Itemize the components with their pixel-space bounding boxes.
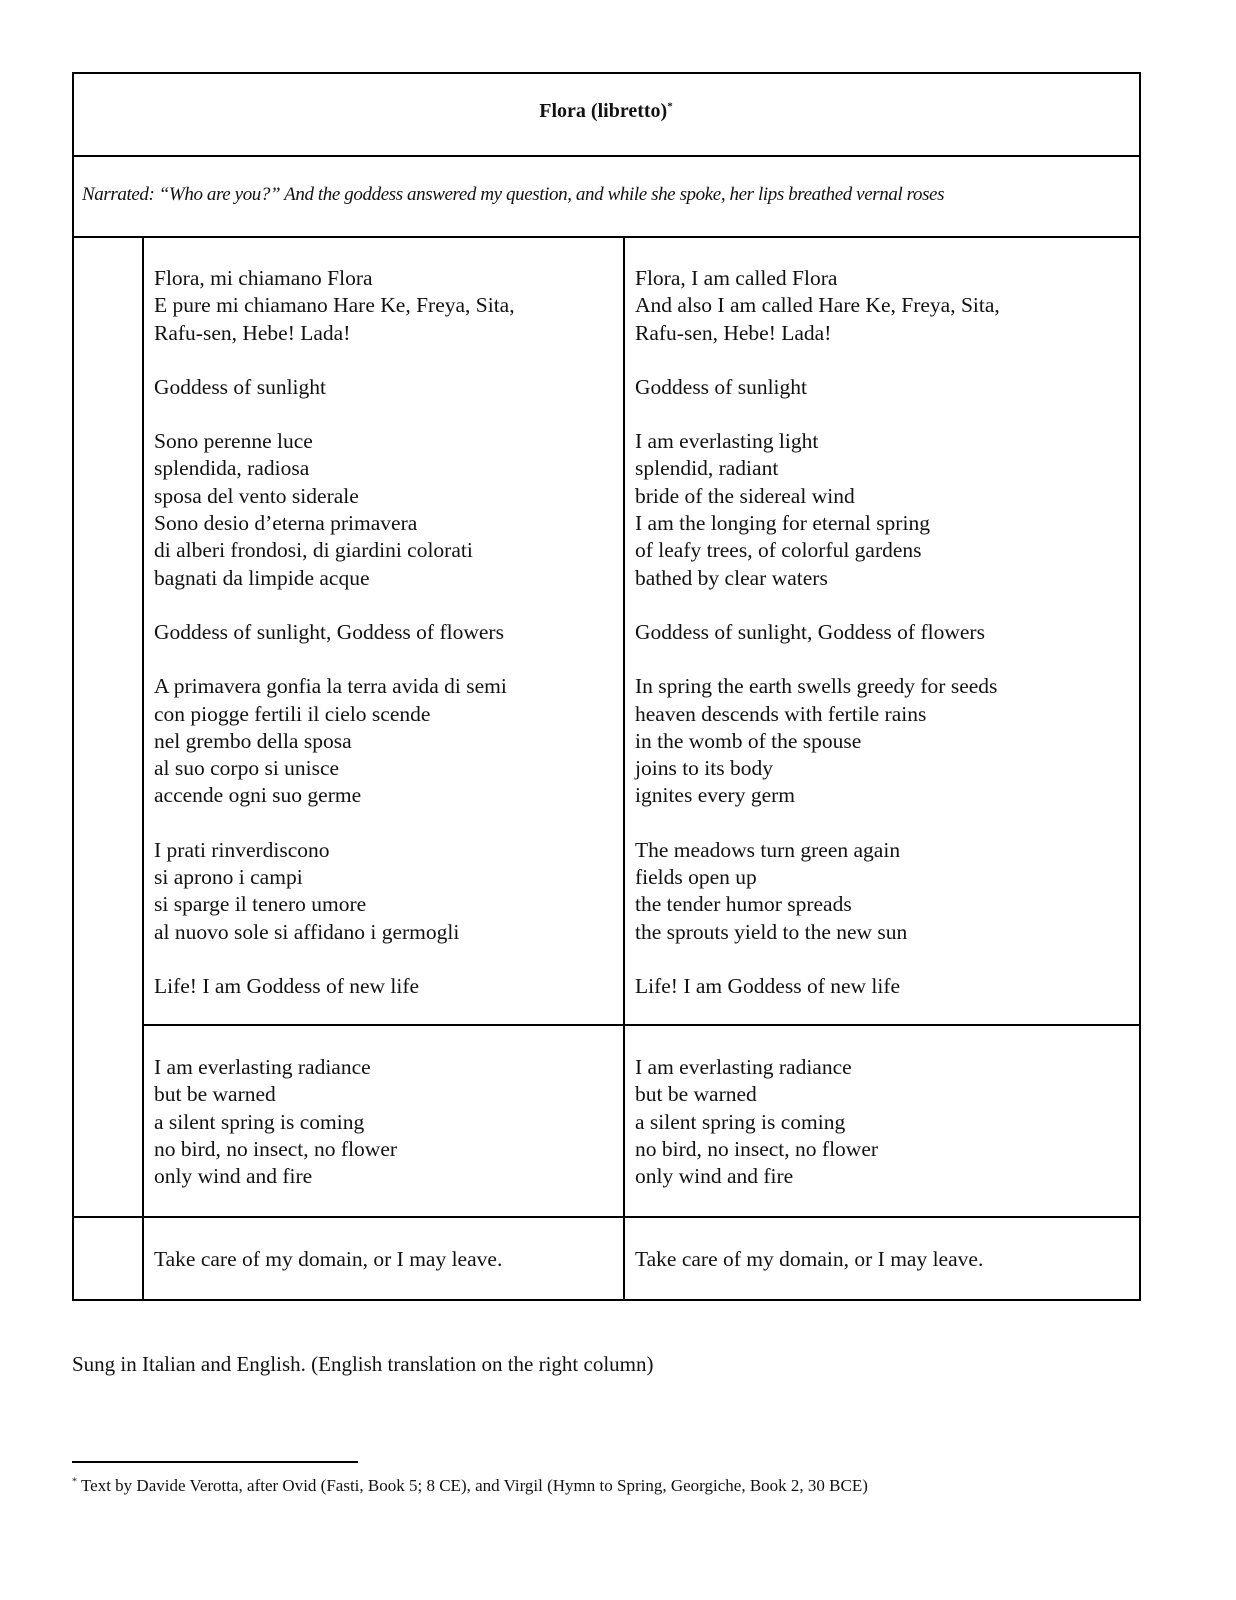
verse-line: Rafu-sen, Hebe! Lada! [154, 320, 351, 345]
stanza [635, 374, 1000, 401]
verse-line: I am everlasting light [635, 429, 819, 454]
footnote-text: Text by Davide Verotta, after Ovid (Fasti, Book 5; 8 CE), and Virgil (Hymn to Spring, Georgiche, Book 2, 30 BCE) [80, 1476, 868, 1495]
stanza [635, 837, 1000, 946]
verse-line: a silent spring is coming [154, 1109, 365, 1134]
stanza [154, 673, 515, 809]
row-divider [72, 155, 1141, 157]
verse-line: And also I am called Hare Ke, Freya, Sita, [635, 293, 1000, 318]
verse-line: sposa del vento siderale [154, 483, 359, 508]
verse-line: but be warned [154, 1082, 276, 1107]
english-closing-line: Take care of my domain, or I may leave. [635, 1247, 984, 1271]
verse-line: heaven descends with fertile rains [635, 701, 927, 726]
verse-line: only wind and fire [635, 1164, 794, 1189]
verse-line: the tender humor spreads [635, 892, 852, 917]
narrated-line: Narrated: “Who are you?” And the goddess answered my question, and while she spoke, her lips breathed vernal roses [82, 184, 945, 205]
italian-column [154, 265, 515, 1027]
verse-line: bathed by clear waters [635, 565, 828, 590]
verse-line: bagnati da limpide acque [154, 565, 370, 590]
verse-line: al suo corpo si unisce [154, 756, 340, 781]
stanza [154, 837, 515, 946]
table-border-top [72, 72, 1141, 74]
stanza [154, 973, 515, 1000]
verse-line: splendida, radiosa [154, 456, 310, 481]
english-column-warning [635, 1054, 878, 1217]
language-note: Sung in Italian and English. (English translation on the right column) [72, 1352, 654, 1376]
verse-line: Goddess of sunlight, Goddess of flowers [635, 619, 985, 644]
stanza [635, 1054, 878, 1190]
libretto-title [72, 100, 1140, 123]
title-text: Flora (libretto) [539, 100, 668, 122]
verse-line: only wind and fire [154, 1164, 313, 1189]
stanza [635, 265, 1000, 347]
verse-line: of leafy trees, of colorful gardens [635, 538, 922, 563]
verse-line: al nuovo sole si affidano i germogli [154, 919, 460, 944]
footnote-separator [72, 1461, 358, 1463]
stanza [635, 673, 1000, 809]
verse-line: splendid, radiant [635, 456, 779, 481]
verse-line: no bird, no insect, no flower [154, 1136, 398, 1161]
verse-line: di alberi frondosi, di giardini colorati [154, 538, 473, 563]
stanza [154, 619, 515, 646]
stanza [154, 428, 515, 592]
stanza [154, 1054, 397, 1190]
verse-line: accende ogni suo germe [154, 783, 362, 808]
row-divider [72, 236, 1141, 238]
verse-line: si aprono i campi [154, 865, 303, 890]
verse-line: In spring the earth swells greedy for seeds [635, 674, 998, 699]
verse-line: ignites every germ [635, 783, 796, 808]
stanza [635, 973, 1000, 1000]
table-border-bottom [72, 1299, 1141, 1301]
verse-line: the sprouts yield to the new sun [635, 919, 908, 944]
verse-line: fields open up [635, 865, 757, 890]
footnote [72, 1476, 868, 1496]
verse-line: I prati rinverdiscono [154, 837, 330, 862]
verse-line: no bird, no insect, no flower [635, 1136, 879, 1161]
footnote-marker: * [72, 1476, 77, 1488]
verse-line: Rafu-sen, Hebe! Lada! [635, 320, 832, 345]
table-border-right [1139, 72, 1141, 1301]
verse-line: I am the longing for eternal spring [635, 511, 930, 536]
table-border-left [72, 72, 74, 1301]
verse-line: Life! I am Goddess of new life [635, 973, 901, 998]
verse-line: E pure mi chiamano Hare Ke, Freya, Sita, [154, 293, 515, 318]
verse-line: The meadows turn green again [635, 837, 901, 862]
verse-line: joins to its body [635, 756, 773, 781]
english-column [635, 265, 1000, 1027]
italian-column-warning [154, 1054, 397, 1217]
footnote-marker: * [667, 100, 673, 113]
stanza [635, 619, 1000, 646]
verse-line: bride of the sidereal wind [635, 483, 855, 508]
verse-line: con piogge fertili il cielo scende [154, 701, 431, 726]
italian-closing-line: Take care of my domain, or I may leave. [154, 1247, 503, 1271]
stanza [154, 265, 515, 347]
verse-line: I am everlasting radiance [154, 1055, 371, 1079]
verse-line: I am everlasting radiance [635, 1055, 852, 1079]
verse-line: Sono desio d’eterna primavera [154, 511, 418, 536]
stanza [635, 428, 1000, 592]
verse-line: a silent spring is coming [635, 1109, 846, 1134]
verse-line: Goddess of sunlight, Goddess of flowers [154, 619, 504, 644]
verse-line: Sono perenne luce [154, 429, 313, 454]
verse-line: in the womb of the spouse [635, 728, 862, 753]
stanza [154, 374, 515, 401]
verse-line: Goddess of sunlight [635, 374, 807, 399]
verse-line: Life! I am Goddess of new life [154, 973, 420, 998]
verse-line: Goddess of sunlight [154, 374, 326, 399]
column-divider [142, 236, 144, 1301]
verse-line: Flora, I am called Flora [635, 266, 838, 290]
verse-line: nel grembo della sposa [154, 728, 352, 753]
verse-line: Flora, mi chiamano Flora [154, 266, 373, 290]
verse-line: A primavera gonfia la terra avida di semi [154, 674, 507, 699]
verse-line: but be warned [635, 1082, 757, 1107]
column-divider [623, 236, 625, 1301]
verse-line: si sparge il tenero umore [154, 892, 367, 917]
